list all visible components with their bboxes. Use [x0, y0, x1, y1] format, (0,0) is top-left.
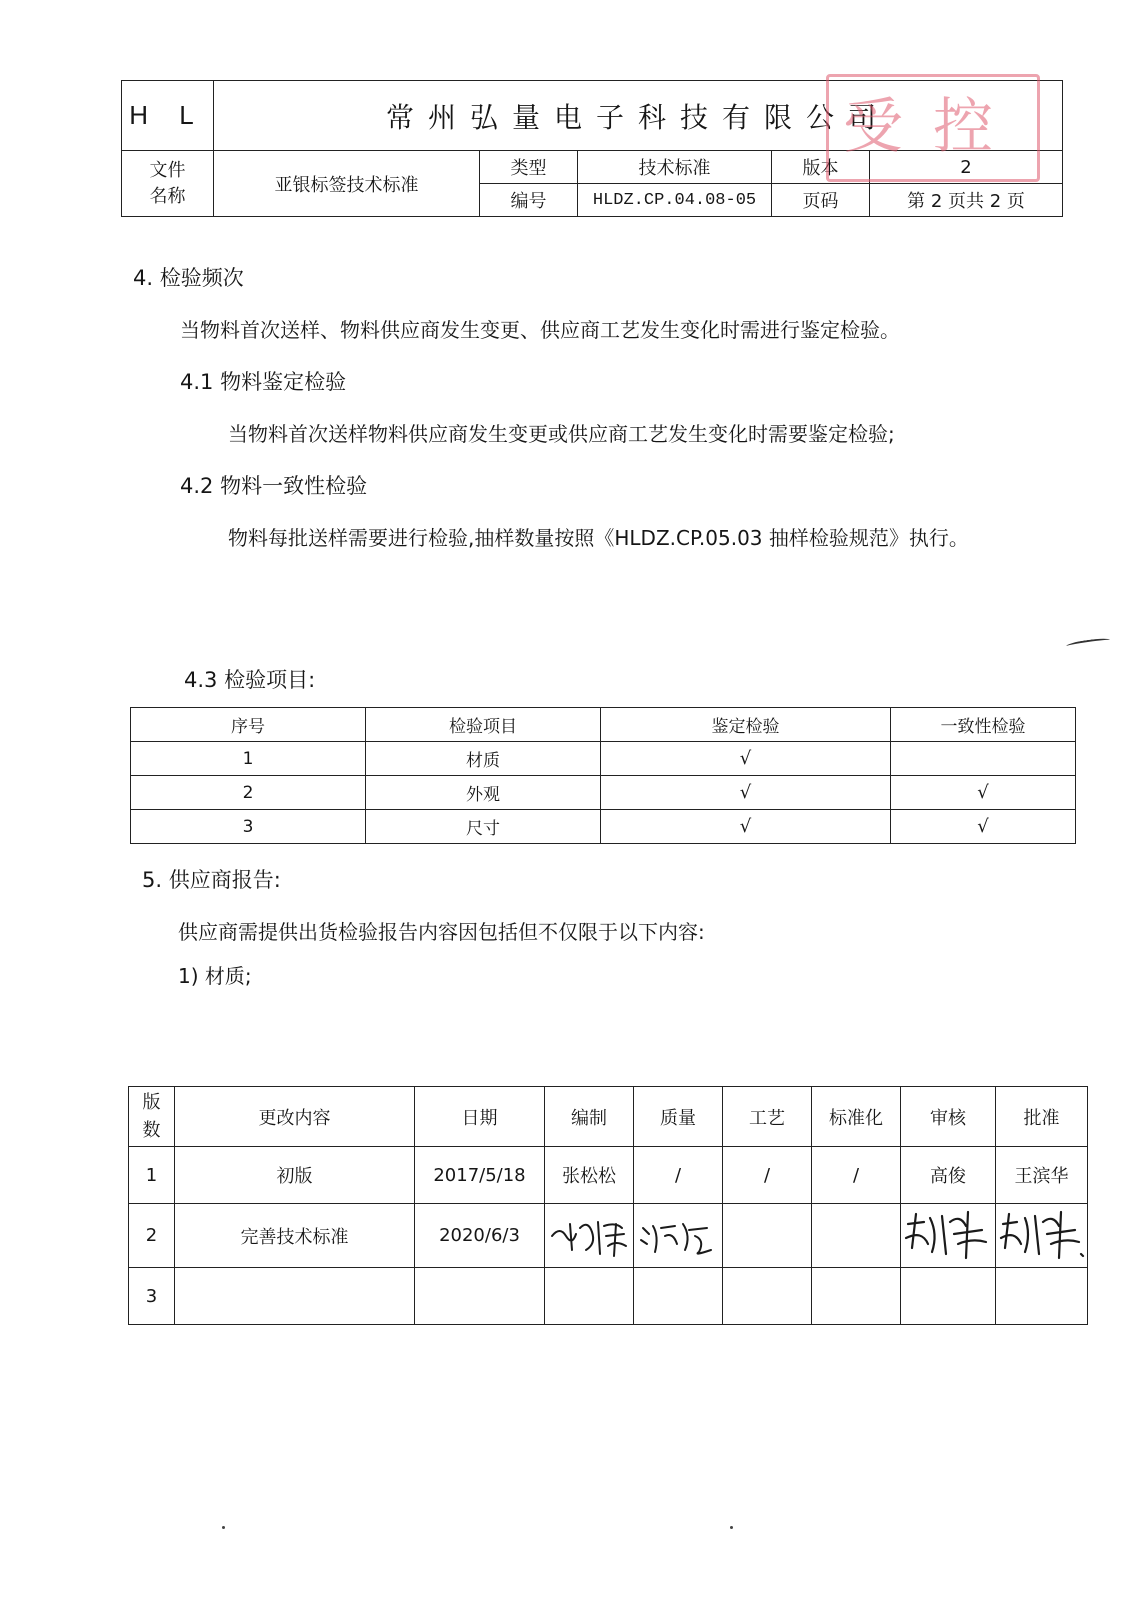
handwritten-signature-icon	[997, 1204, 1087, 1262]
check-mark: √	[891, 810, 1076, 844]
section-5-item-1: 1) 材质;	[178, 964, 252, 988]
controlled-stamp: 受控	[826, 74, 1040, 182]
signature-compiler	[545, 1204, 634, 1268]
table-cell: 完善技术标准	[175, 1204, 415, 1268]
table-cell	[545, 1268, 634, 1325]
signature-reviewer	[901, 1204, 996, 1268]
page-value: 第 2 页共 2 页	[870, 184, 1063, 217]
table-cell	[723, 1204, 812, 1268]
table-cell: 2017/5/18	[415, 1147, 545, 1204]
table-row	[129, 1147, 1088, 1204]
table-cell: 张松松	[545, 1147, 634, 1204]
check-mark: √	[891, 776, 1076, 810]
table-cell: 尺寸	[366, 810, 601, 844]
check-mark: √	[601, 810, 891, 844]
section-4-2-title: 4.2 物料一致性检验	[180, 474, 368, 498]
scan-speck	[730, 1526, 733, 1529]
revision-header-cell: 更改内容	[175, 1087, 415, 1147]
handwritten-signature-icon	[635, 1206, 721, 1260]
table-header-cell: 检验项目	[366, 708, 601, 742]
company-logo: H L	[122, 81, 214, 151]
table-cell	[901, 1268, 996, 1325]
table-row	[131, 742, 1076, 776]
section-4-text: 当物料首次送样、物料供应商发生变更、供应商工艺发生变化时需进行鉴定检验。	[180, 318, 900, 342]
table-cell: 材质	[366, 742, 601, 776]
company-name: 常州弘量电子科技有限公司	[214, 81, 1063, 151]
section-4-3-title: 4.3 检验项目:	[184, 668, 316, 692]
type-label: 类型	[480, 151, 578, 184]
table-cell	[415, 1268, 545, 1325]
table-cell: /	[723, 1147, 812, 1204]
version-label: 版本	[772, 151, 870, 184]
table-cell: 高俊	[901, 1147, 996, 1204]
section-4-1-title: 4.1 物料鉴定检验	[180, 370, 347, 394]
check-mark: √	[601, 742, 891, 776]
table-cell	[634, 1268, 723, 1325]
table-cell: /	[812, 1147, 901, 1204]
number-value: HLDZ.CP.04.08-05	[578, 184, 772, 217]
table-cell: 2	[131, 776, 366, 810]
table-row	[131, 810, 1076, 844]
file-name-label: 文件 名称	[122, 151, 214, 217]
table-cell	[996, 1268, 1088, 1325]
table-header-cell: 一致性检验	[891, 708, 1076, 742]
revision-header-cell: 标准化	[812, 1087, 901, 1147]
table-cell: 王滨华	[996, 1147, 1088, 1204]
page-label: 页码	[772, 184, 870, 217]
table-cell: 2020/6/3	[415, 1204, 545, 1268]
revision-header-cell: 质量	[634, 1087, 723, 1147]
table-row	[129, 1204, 1088, 1268]
check-mark: √	[601, 776, 891, 810]
revision-header-cell: 批准	[996, 1087, 1088, 1147]
revision-header-cell: 审核	[901, 1087, 996, 1147]
handwritten-signature-icon	[902, 1204, 994, 1262]
table-cell	[175, 1268, 415, 1325]
revision-header-cell: 编制	[545, 1087, 634, 1147]
number-label: 编号	[480, 184, 578, 217]
section-5-text: 供应商需提供出货检验报告内容因包括但不仅限于以下内容:	[178, 920, 705, 944]
scan-speck	[222, 1526, 225, 1529]
table-header-cell: 鉴定检验	[601, 708, 891, 742]
check-mark	[891, 742, 1076, 776]
handwritten-signature-icon	[546, 1206, 632, 1260]
table-cell	[812, 1268, 901, 1325]
table-cell	[812, 1204, 901, 1268]
revision-header-cell: 版 数	[129, 1087, 175, 1147]
type-value: 技术标准	[578, 151, 772, 184]
file-name: 亚银标签技术标准	[214, 151, 480, 217]
table-cell	[723, 1268, 812, 1325]
table-cell: 3	[131, 810, 366, 844]
section-4-2-text: 物料每批送样需要进行检验,抽样数量按照《HLDZ.CP.05.03 抽样检验规范》执行。	[228, 526, 969, 550]
revision-history-table	[128, 1086, 1088, 1325]
section-5-title: 5. 供应商报告:	[142, 868, 281, 892]
document-header	[121, 80, 1063, 217]
table-row	[129, 1268, 1088, 1325]
section-4-1-text: 当物料首次送样物料供应商发生变更或供应商工艺发生变化时需要鉴定检验;	[228, 422, 895, 446]
signature-approver	[996, 1204, 1088, 1268]
inspection-items-table	[130, 707, 1076, 844]
table-cell: 3	[129, 1268, 175, 1325]
table-cell: /	[634, 1147, 723, 1204]
table-header-cell: 序号	[131, 708, 366, 742]
table-cell: 1	[131, 742, 366, 776]
table-cell: 1	[129, 1147, 175, 1204]
table-row	[131, 776, 1076, 810]
revision-header-cell: 工艺	[723, 1087, 812, 1147]
version-value: 2	[870, 151, 1063, 184]
pen-mark	[1066, 637, 1110, 649]
table-cell: 初版	[175, 1147, 415, 1204]
revision-header-cell: 日期	[415, 1087, 545, 1147]
table-cell: 2	[129, 1204, 175, 1268]
section-4-title: 4. 检验频次	[133, 266, 244, 290]
signature-quality	[634, 1204, 723, 1268]
table-cell: 外观	[366, 776, 601, 810]
